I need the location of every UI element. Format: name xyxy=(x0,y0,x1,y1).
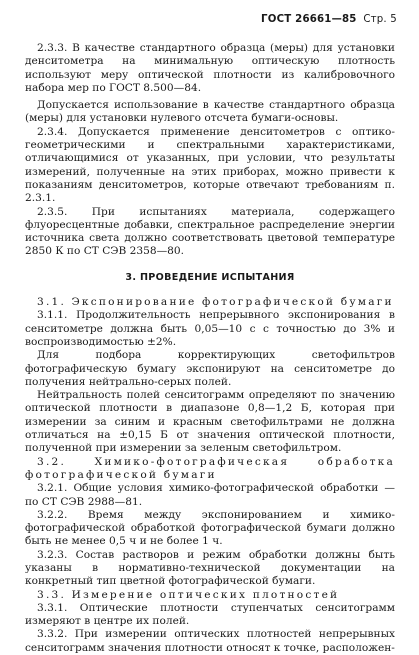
subsection-heading-3-1: 3.1. Экспонирование фотографической бумаги xyxy=(37,296,394,309)
paragraph-3-2-1: 3.2.1. Общие условия химико-фотографической обработки — по СТ СЭВ 2988—81. xyxy=(25,482,395,508)
standard-number: ГОСТ 26661—85 xyxy=(261,14,357,25)
paragraph-3-1-1-filters: Для подбора корректирующих светофильтров фотографическую бумагу экспонируют на сенситометре до получения нейтрально-серых полей. xyxy=(25,349,395,388)
paragraph-2-3-5: 2.3.5. При испытаниях материала, содержащего флуоресцентные добавки, спектральное распределение энергии источника света должно соответствовать цветовой температуре 2850 К по СТ СЭВ 2358—80. xyxy=(25,205,395,258)
paragraph-2-3-4: 2.3.4. Допускается применение денситометров с оптико-геометрическими и спектральными характеристиками, отличающимися от указанных, при условии, что результаты измерений, полученные на этих приборах, можно привести к показаниям денситометров, которые отвечают требованиям п. 2.3.1. xyxy=(25,125,395,205)
subsection-heading-3-2: 3.2. Химико-фотографическая обработка фотографической бумаги xyxy=(25,455,395,481)
paragraph-3-1-1-neutrality: Нейтральность полей сенситограмм определяют по значению оптической плотности в диапазоне 0,8—1,2 Б, которая при измерении за синим и красным светофильтрами не должна отличаться на ±0,15 Б от значения оптической плотности, полученной при измерении за зеленым светофильтром. xyxy=(25,389,395,455)
paragraph-3-3-1: 3.3.1. Оптические плотности ступенчатых сенситограмм измеряют в центре их полей. xyxy=(25,601,395,628)
paragraph-3-1-1: 3.1.1. Продолжительность непрерывного экспонирования в сенситометре должна быть 0,05—10 с с точностью до 3% и воспроизводимостью ±2%. xyxy=(25,309,395,348)
page-header xyxy=(261,14,397,25)
subsection-heading-3-3: 3.3. Измерение оптических плотностей xyxy=(37,588,340,601)
paragraph-2-3-3-note: Допускается использование в качестве стандартного образца (меры) для установки нулевого отсчета бумаги-основы. xyxy=(25,99,395,125)
paragraph-2-3-3: 2.3.3. В качестве стандартного образца (меры) для установки денситометра на минимальную оптическую плотность используют меру оптической плотности из калибровочного набора мер по ГОСТ 8.500—84. xyxy=(25,42,395,94)
document-body xyxy=(25,42,395,655)
paragraph-3-2-3: 3.2.3. Состав растворов и режим обработки должны быть указаны в нормативно-технической документации на конкретный тип цветной фотографической бумаги. xyxy=(25,548,395,588)
paragraph-3-3-2: 3.3.2. При измерении оптических плотностей непрерывных сенситограмм значения плотности относят к точке, расположен- xyxy=(25,628,395,654)
section-heading-3: 3. ПРОВЕДЕНИЕ ИСПЫТАНИЯ xyxy=(125,271,295,283)
paragraph-3-2-2: 3.2.2. Время между экспонированием и химико-фотографической обработкой фотографической бумаги должно быть не менее 0,5 ч и не более 1 ч. xyxy=(25,508,395,548)
page-number: Стр. 5 xyxy=(363,14,397,25)
